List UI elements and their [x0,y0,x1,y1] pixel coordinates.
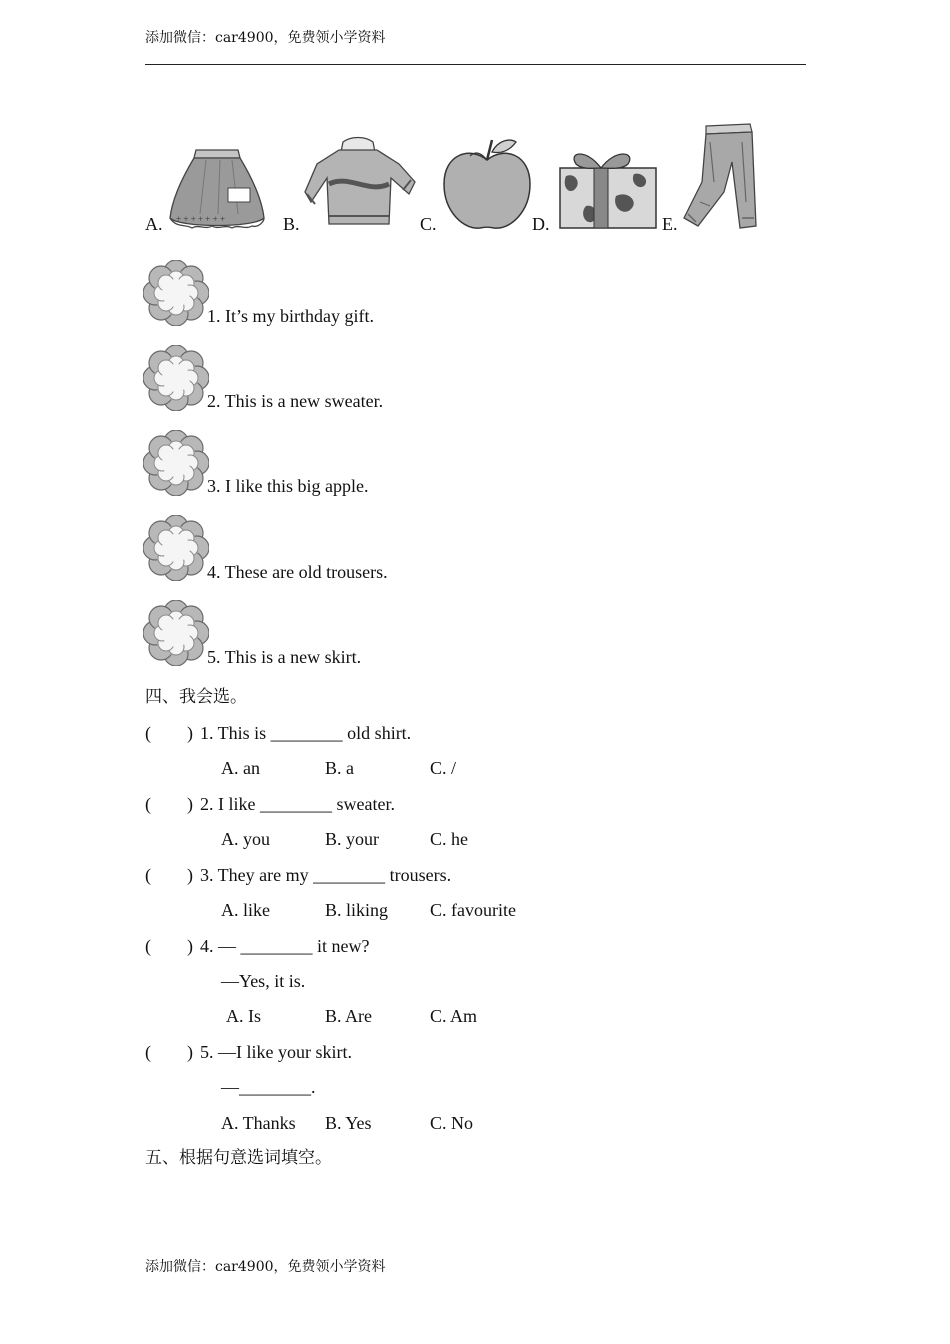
section-5-title: 五、根据句意选词填空。 [145,1148,332,1168]
match-item-1: 1. It’s my birthday gift. [207,306,374,326]
match-item-2: 2. This is a new sweater. [207,391,384,411]
q3-option-b: B. liking [325,900,389,920]
apple-icon [440,136,534,232]
section-4-title: 四、我会选。 [145,687,247,707]
answer-flower-5 [143,600,209,666]
answer-flower-4 [143,515,209,581]
q3-option-c: C. favourite [430,900,516,920]
q1-option-b: B. a [325,758,354,778]
q4-option-a: A. Is [226,1006,261,1026]
q2-option-b: B. your [325,829,379,849]
page-header: 添加微信：car4900，免费领小学资料 [145,30,386,46]
q1-option-a: A. an [221,758,260,778]
q3-stem: 3. They are my ________ trousers. [200,865,452,885]
answer-flower-3 [143,430,209,496]
q2-option-c: C. he [430,829,468,849]
answer-flower-2 [143,345,209,411]
match-item-4: 4. These are old trousers. [207,562,388,582]
q2-stem: 2. I like ________ sweater. [200,794,395,814]
trousers-icon [680,122,760,232]
q4-reply: —Yes, it is. [221,971,306,991]
q5-option-a: A. Thanks [221,1113,296,1133]
q1-answer-paren: ( ) [145,723,193,743]
q3-answer-paren: ( ) [145,865,193,885]
svg-text:+ + + + + + +: + + + + + + + [176,214,226,224]
page-footer: 添加微信：car4900，免费领小学资料 [145,1259,386,1275]
picture-label-d: D. [532,214,550,234]
q4-answer-paren: ( ) [145,936,193,956]
q5-reply: —________. [221,1077,316,1097]
q3-option-a: A. like [221,900,270,920]
q4-option-c: C. Am [430,1006,478,1026]
header-divider [145,64,806,65]
q2-option-a: A. you [221,829,270,849]
match-item-5: 5. This is a new skirt. [207,647,362,667]
q5-answer-paren: ( ) [145,1042,193,1062]
skirt-icon [166,144,266,232]
picture-label-b: B. [283,214,300,234]
picture-label-c: C. [420,214,437,234]
q5-stem: 5. —I like your skirt. [200,1042,352,1062]
sweater-icon [303,134,417,232]
q4-option-b: B. Are [325,1006,372,1026]
picture-label-e: E. [662,214,678,234]
q1-stem: 1. This is ________ old shirt. [200,723,412,743]
gift-box-icon [556,146,660,232]
q1-option-c: C. / [430,758,457,778]
match-item-3: 3. I like this big apple. [207,476,369,496]
picture-label-a: A. [145,214,163,234]
q5-option-c: C. No [430,1113,474,1133]
q2-answer-paren: ( ) [145,794,193,814]
q4-stem: 4. — ________ it new? [200,936,370,956]
q5-option-b: B. Yes [325,1113,372,1133]
answer-flower-1 [143,260,209,326]
